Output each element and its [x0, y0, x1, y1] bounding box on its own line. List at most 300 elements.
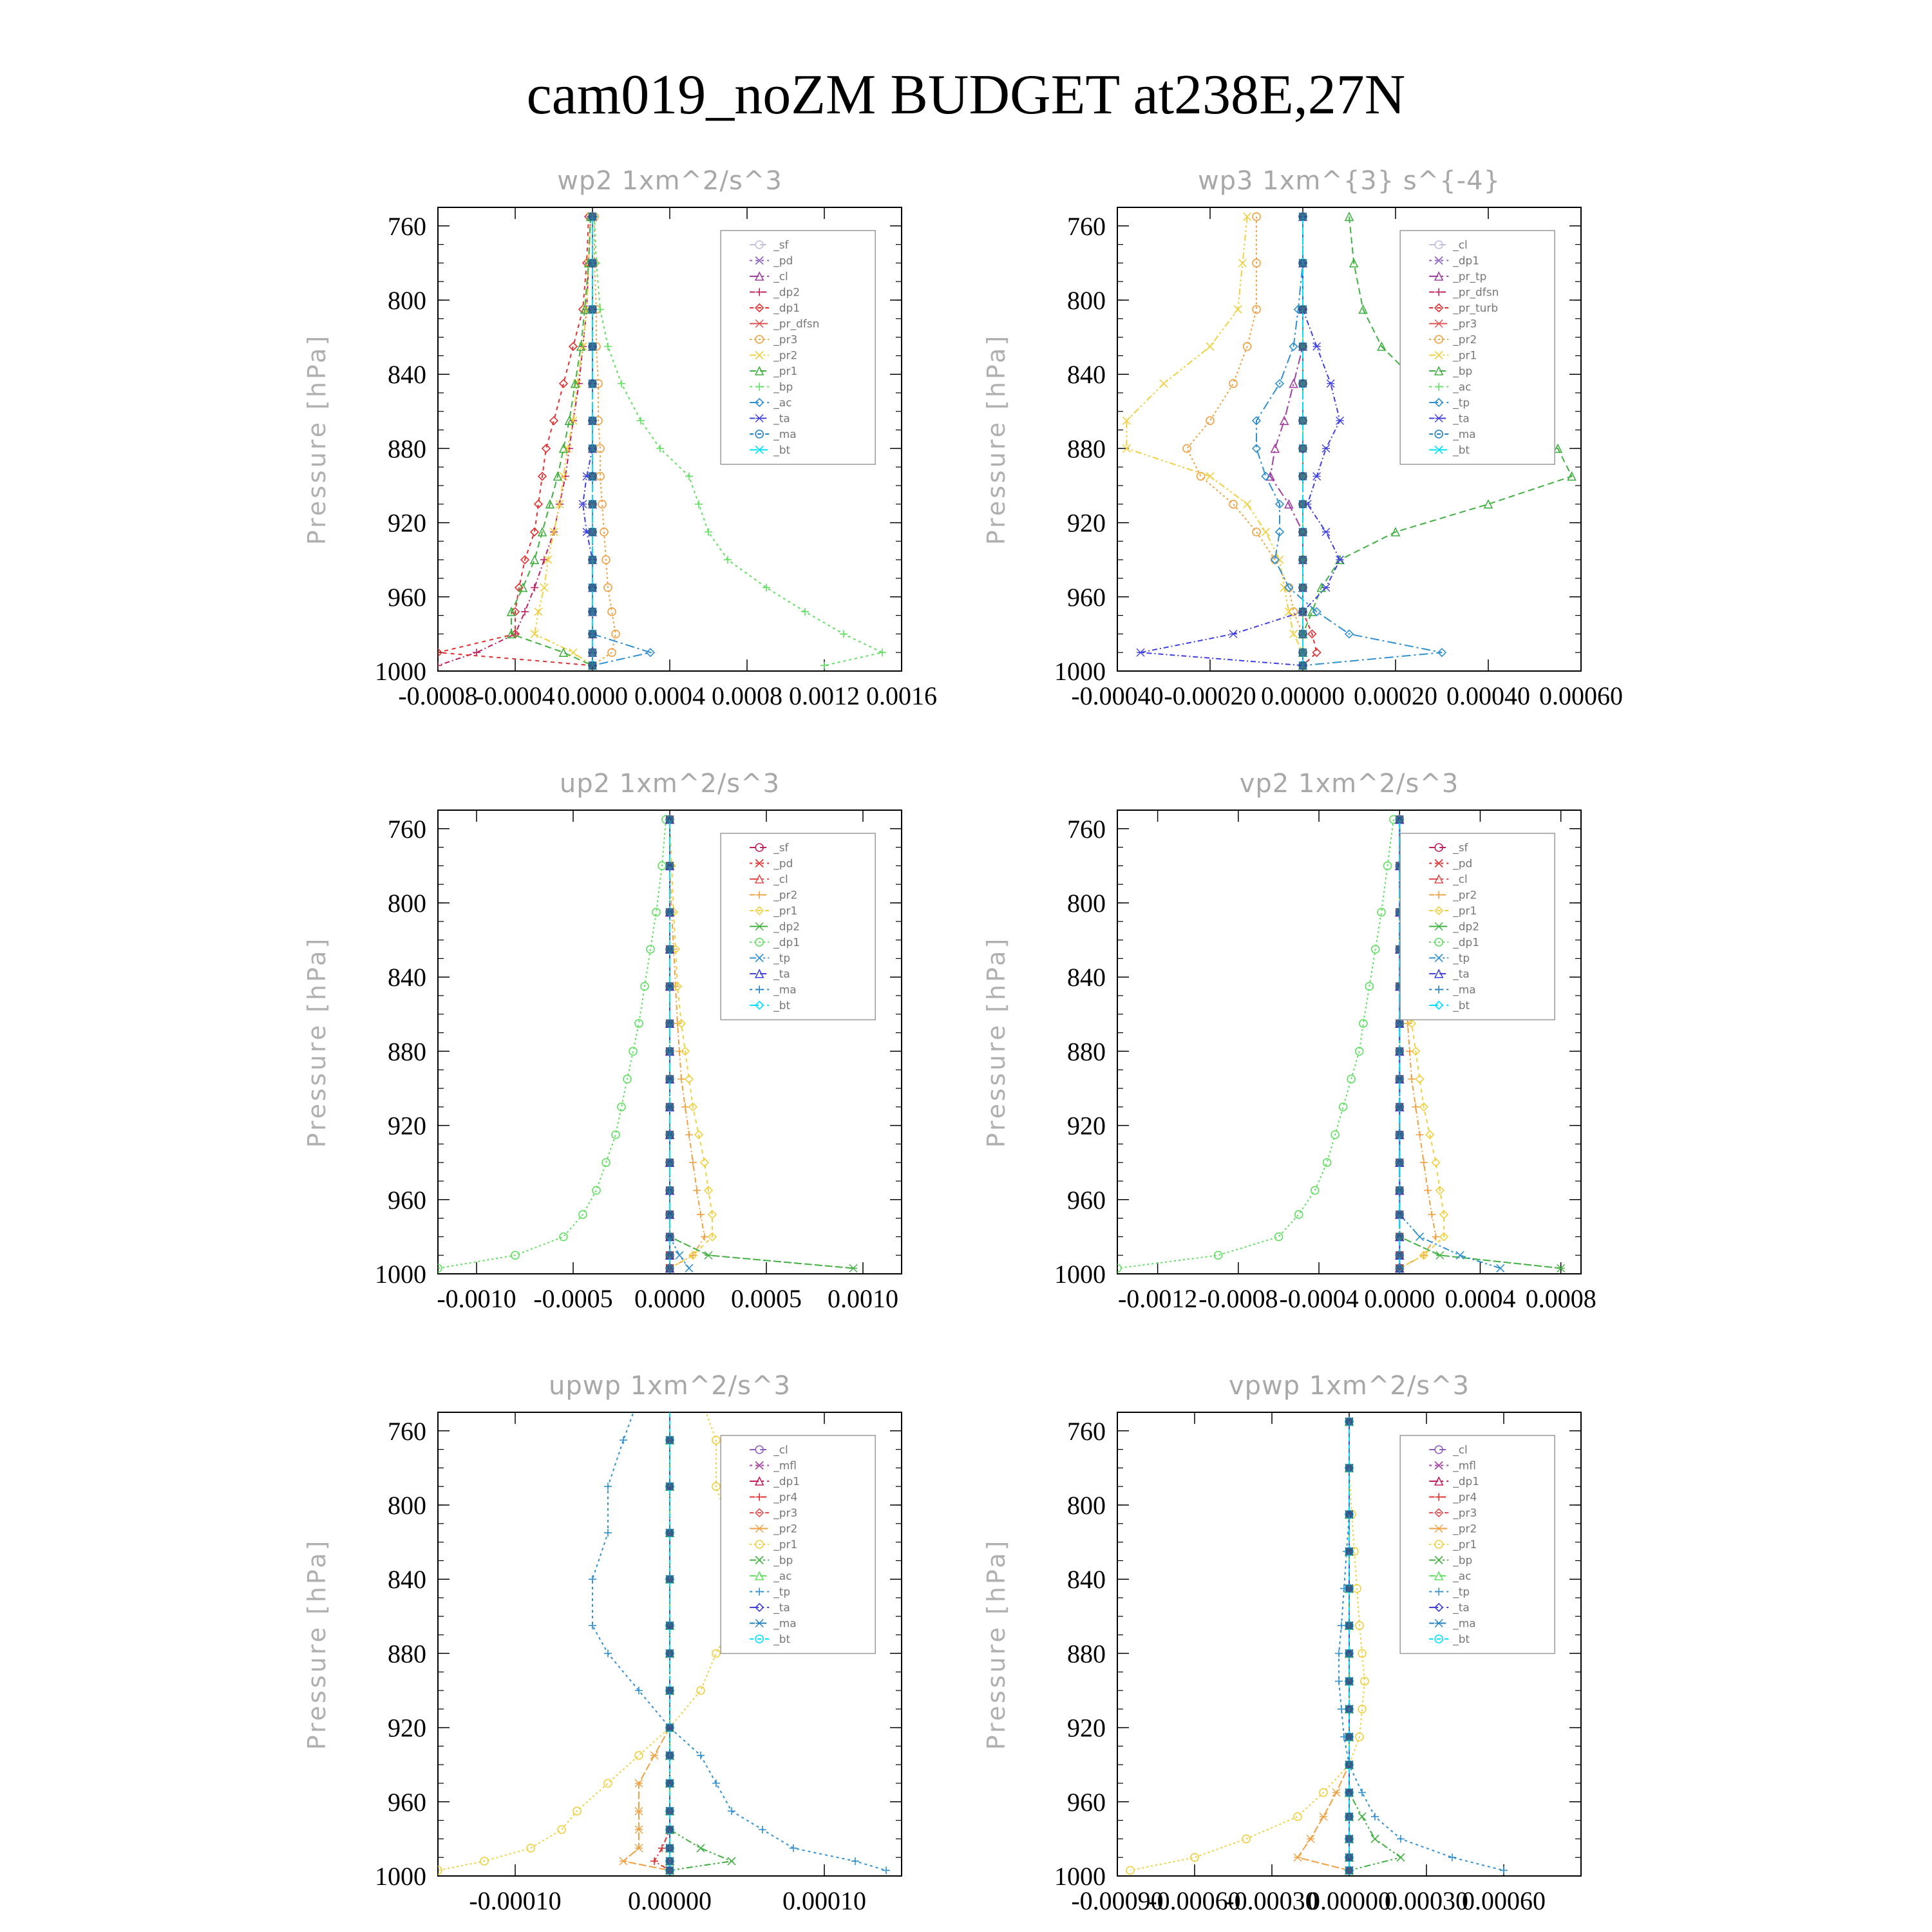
legend-entry: _pr_dfsn [1453, 286, 1499, 299]
data-point_dp1 [1274, 1233, 1282, 1240]
data-point-overlap [666, 1724, 674, 1732]
legend-entry: _bt [1453, 999, 1470, 1012]
data-point_bp [637, 417, 645, 424]
y-tick-label: 960 [388, 582, 426, 612]
legend-entry: _cl [773, 1444, 788, 1457]
data-point-overlap [666, 1103, 674, 1111]
legend-entry: _tp [1453, 952, 1470, 965]
y-axis-label: Pressure [hPa] [982, 936, 1010, 1148]
y-tick-label: 880 [1067, 1639, 1106, 1669]
data-point_pr2 [677, 1075, 685, 1083]
data-point_pr2 [620, 1857, 627, 1865]
data-point_pr1 [604, 1779, 612, 1787]
data-point-overlap [1299, 305, 1307, 313]
data-point_pr2 [569, 649, 577, 656]
panel-2 [982, 166, 1623, 710]
data-point-overlap [589, 380, 596, 388]
data-point_pr2 [1253, 528, 1260, 536]
data-point-overlap [666, 1622, 674, 1629]
y-tick-label: 760 [1067, 211, 1106, 241]
data-point_pr2 [697, 1211, 705, 1218]
series-line_pr4 [654, 1397, 670, 1870]
y-tick-label: 760 [1067, 1416, 1106, 1446]
data-point_ta [1313, 343, 1321, 350]
data-point_bp [618, 380, 625, 388]
data-point_tp [1335, 1678, 1343, 1685]
legend-entry: _bp [1453, 1554, 1473, 1567]
y-axis-label: Pressure [hPa] [303, 1538, 331, 1750]
legend-entry: _pr_tp [1453, 270, 1487, 283]
legend-entry: _dp2 [773, 920, 800, 934]
data-point_tp [685, 1264, 693, 1272]
data-point-overlap [1396, 1251, 1403, 1259]
legend-entry: _ac [773, 397, 792, 410]
x-tick-label: -0.0005 [533, 1284, 613, 1313]
data-point-overlap [666, 1575, 674, 1583]
y-tick-label: 800 [1067, 286, 1106, 315]
legend-entry: _pr_dfsn [773, 317, 820, 331]
panel-title: vp2 1xm^2/s^3 [1239, 769, 1459, 799]
legend-entry: _bt [1453, 1633, 1470, 1646]
data-point-overlap [1299, 473, 1307, 480]
data-point-overlap [1396, 1211, 1403, 1218]
data-point_pr2 [1229, 380, 1237, 388]
data-point_bp [1397, 1853, 1405, 1861]
x-tick-label: -0.0008 [398, 681, 478, 710]
legend-entry: _mfl [1453, 1459, 1476, 1473]
data-point_tp [1416, 1233, 1424, 1240]
data-point-overlap [666, 1857, 674, 1865]
data-point-overlap [666, 1019, 674, 1027]
legend-entry: _tp [1453, 1586, 1470, 1599]
legend-entry: _pr2 [1453, 1522, 1477, 1536]
x-tick-label: 0.0012 [789, 681, 860, 710]
data-point_tp [604, 1649, 612, 1657]
legend-entry: _bt [773, 999, 791, 1012]
data-point-overlap [1345, 1417, 1353, 1425]
data-point-overlap [1299, 630, 1307, 638]
data-point_pr2 [650, 1752, 658, 1759]
y-tick-label: 880 [388, 434, 426, 464]
x-tick-label: -0.00040 [1071, 681, 1164, 710]
x-tick-label: -0.0012 [1117, 1284, 1198, 1313]
data-point_pr2 [1206, 417, 1214, 424]
x-tick-label: -0.00020 [1164, 681, 1256, 710]
data-point_dp1 [1340, 1103, 1347, 1111]
data-point-overlap [1396, 1131, 1403, 1139]
data-point_pr2 [685, 1131, 693, 1139]
panel-title: vpwp 1xm^2/s^3 [1228, 1371, 1470, 1401]
data-point_dp2 [562, 473, 569, 480]
data-point_pr1 [1160, 380, 1168, 388]
legend-entry: _bp [773, 1554, 793, 1567]
data-point_ta [1137, 649, 1144, 656]
legend-entry: _dp2 [1453, 920, 1480, 934]
data-point-overlap [666, 1649, 674, 1657]
x-tick-label: 0.00000 [628, 1886, 712, 1915]
data-point-overlap [666, 1186, 674, 1194]
data-point_dp2 [521, 608, 529, 616]
data-point_bp [840, 630, 848, 638]
data-point-overlap [1299, 649, 1307, 656]
x-tick-label: 0.00020 [1354, 681, 1437, 710]
data-point-overlap [1345, 1835, 1353, 1842]
data-point_pr1 [560, 649, 567, 656]
data-point_bp [878, 649, 886, 656]
legend-entry: _sf [773, 239, 789, 252]
y-tick-label: 800 [1067, 1491, 1106, 1520]
data-point_pr1 [1262, 528, 1269, 536]
legend-entry: _pd [773, 857, 793, 871]
legend-entry: _pr1 [773, 905, 798, 918]
legend-entry: _bt [773, 1633, 791, 1646]
data-point-overlap [1345, 1548, 1353, 1555]
x-tick-label: 0.0000 [557, 681, 628, 710]
data-point-overlap [1396, 1159, 1403, 1166]
data-point_tp [1335, 1649, 1343, 1657]
data-point-overlap [1299, 500, 1307, 508]
data-point_pr2 [676, 1047, 683, 1055]
data-point-overlap [1345, 1853, 1353, 1861]
data-point_ta [1336, 556, 1344, 564]
legend-box [721, 1435, 875, 1654]
y-tick-label: 1000 [375, 1862, 426, 1891]
data-point_tp [589, 1575, 596, 1583]
y-tick-label: 1000 [375, 1260, 426, 1289]
series-line_bp [1349, 1421, 1401, 1870]
series-line_pr2 [623, 1397, 670, 1870]
data-point_pr2 [681, 1103, 689, 1111]
data-point-overlap [666, 862, 674, 869]
legend-entry: _sf [1453, 842, 1468, 855]
x-tick-label: 0.00000 [1307, 1886, 1391, 1915]
x-tick-label: 0.00030 [1385, 1886, 1468, 1915]
data-point-overlap [666, 1075, 674, 1083]
data-point_bp [685, 473, 693, 480]
legend-entry: _pr4 [1453, 1491, 1477, 1504]
legend-entry: _bp [773, 381, 793, 394]
data-point-overlap [666, 1752, 674, 1759]
y-tick-label: 920 [1067, 1713, 1106, 1743]
series-line_pr1 [438, 1397, 732, 1870]
x-tick-label: 0.0004 [1444, 1284, 1516, 1313]
y-tick-label: 880 [1067, 434, 1106, 464]
data-point-overlap [1396, 1075, 1403, 1083]
legend-entry: _pr2 [773, 1522, 798, 1536]
y-tick-label: 960 [388, 1185, 426, 1215]
data-point_tp [589, 1622, 596, 1629]
x-tick-label: 0.0000 [1364, 1284, 1435, 1313]
legend-entry: _dp1 [773, 936, 800, 949]
x-tick-label: -0.0008 [1198, 1284, 1278, 1313]
data-point-overlap [589, 556, 596, 564]
y-tick-label: 800 [1067, 889, 1106, 918]
series-line_pr1 [670, 819, 712, 1268]
data-point_dp1 [560, 1233, 567, 1240]
y-tick-label: 1000 [1054, 657, 1106, 686]
data-point_pr4 [658, 1844, 666, 1852]
data-point_dp1 [569, 343, 577, 350]
y-tick-label: 920 [388, 1111, 426, 1141]
data-point-overlap [1345, 1761, 1353, 1768]
data-point-overlap [1396, 1186, 1403, 1194]
data-point_tp [759, 1826, 766, 1833]
legend-entry: _pr1 [1453, 1539, 1477, 1551]
data-point_dp1 [592, 1186, 600, 1194]
legend-entry: _pr4 [773, 1491, 798, 1504]
legend-entry: _cl [773, 270, 788, 283]
panels [303, 166, 1623, 1915]
legend-entry: _ta [1453, 968, 1470, 981]
data-point_tp [604, 1482, 612, 1490]
y-tick-label: 1000 [375, 657, 426, 686]
y-tick-label: 840 [1067, 963, 1106, 992]
data-point-overlap [1396, 1103, 1403, 1111]
y-tick-label: 1000 [1054, 1862, 1106, 1891]
data-point-overlap [589, 528, 596, 536]
legend-entry: _tp [773, 952, 791, 965]
data-point_bp [1484, 500, 1492, 508]
y-tick-label: 760 [1067, 814, 1106, 844]
legend-entry: _pr1 [773, 1539, 798, 1551]
data-point-overlap [1345, 1585, 1353, 1593]
data-point_pr2 [1307, 1835, 1314, 1842]
series-line_pr_turb [1303, 216, 1317, 665]
data-point_ta [1322, 528, 1330, 536]
x-tick-label: 0.0000 [634, 1284, 705, 1313]
data-point_tp [851, 1857, 859, 1865]
data-point-overlap [666, 1131, 674, 1139]
x-tick-label: 0.00000 [1261, 681, 1345, 710]
data-point-overlap [1299, 608, 1307, 616]
data-point_pr2 [1183, 444, 1191, 452]
legend-entry: _dp1 [1453, 1475, 1480, 1488]
y-tick-label: 920 [1067, 508, 1106, 538]
data-point_tp [790, 1844, 797, 1852]
series-line_dp1 [438, 819, 666, 1268]
panel-1 [303, 166, 937, 710]
data-point-overlap [1345, 1705, 1353, 1713]
data-point-overlap [1345, 1622, 1353, 1629]
data-point_tp [1338, 1705, 1345, 1713]
panel-title: up2 1xm^2/s^3 [559, 769, 781, 799]
data-point_tp [1358, 1788, 1366, 1796]
y-tick-label: 880 [388, 1037, 426, 1066]
data-point_ta [1336, 417, 1344, 424]
x-tick-label: 0.0004 [634, 681, 705, 710]
legend-entry: _ta [773, 412, 790, 426]
data-point_bp [1371, 1835, 1379, 1842]
data-point_dp2 [434, 661, 442, 669]
x-tick-label: 0.00010 [782, 1886, 866, 1915]
y-tick-label: 760 [388, 814, 426, 844]
data-point-overlap [589, 661, 596, 669]
data-point_pr_tp [1280, 417, 1288, 424]
data-point-overlap [666, 1211, 674, 1218]
legend-entry: _dp1 [773, 302, 800, 315]
data-point_pr1 [527, 1844, 535, 1852]
data-point-overlap [666, 1436, 674, 1444]
data-point-overlap [1299, 259, 1307, 267]
data-point-overlap [1396, 1264, 1403, 1272]
data-point_dp1 [560, 380, 567, 388]
legend-entry: _pr1 [1453, 349, 1477, 363]
panel-title: wp2 1xm^2/s^3 [557, 166, 782, 196]
series-line_pr2 [1298, 1421, 1349, 1870]
x-tick-label: 0.0008 [1525, 1284, 1596, 1313]
data-point_dp1 [542, 444, 550, 452]
legend-entry: _tp [773, 1586, 791, 1599]
data-point-overlap [666, 1482, 674, 1490]
y-tick-label: 920 [1067, 1111, 1106, 1141]
legend-entry: _ma [773, 1617, 797, 1631]
data-point_pr1 [1294, 1813, 1302, 1821]
data-point-overlap [589, 608, 596, 616]
data-point_tp [676, 1251, 683, 1259]
data-point_dp2 [540, 556, 548, 564]
x-tick-label: -0.00030 [1226, 1886, 1318, 1915]
series-line_dp1 [1117, 819, 1394, 1268]
x-tick-label: -0.00060 [1148, 1886, 1241, 1915]
legend-entry: _ac [773, 1570, 792, 1583]
y-axis-label: Pressure [hPa] [982, 333, 1010, 545]
data-point-overlap [1299, 444, 1307, 452]
data-point_dp2 [1436, 1251, 1444, 1259]
data-point_bp [1308, 608, 1316, 616]
data-point-overlap [666, 1159, 674, 1166]
legend-entry: _pr2 [773, 349, 798, 363]
y-tick-label: 840 [1067, 360, 1106, 390]
data-point-overlap [589, 259, 596, 267]
data-point_dp2 [705, 1251, 712, 1259]
panel-title: upwp 1xm^2/s^3 [549, 1371, 791, 1401]
data-point-overlap [589, 630, 596, 638]
data-point_pr1 [635, 1752, 643, 1759]
figure-title: cam019_noZM BUDGET at238E,27N [526, 64, 1406, 126]
data-point_pr2 [701, 1233, 708, 1240]
data-point-overlap [1345, 1649, 1353, 1657]
series-line_pr2 [1187, 216, 1303, 665]
data-point_bp [604, 343, 612, 350]
data-point-overlap [666, 815, 674, 823]
data-point-overlap [589, 473, 596, 480]
data-point_tp [1397, 1835, 1405, 1842]
data-point_bp [762, 583, 770, 591]
data-point_pr_tp [1290, 380, 1298, 388]
data-point_pr1 [1238, 259, 1246, 267]
x-tick-label: -0.0010 [437, 1284, 516, 1313]
data-point-overlap [589, 444, 596, 452]
y-tick-label: 880 [388, 1639, 426, 1669]
data-point_bp [801, 608, 809, 616]
data-point-overlap [666, 1844, 674, 1852]
data-point_ta [1322, 444, 1330, 452]
legend-entry: _ac [1453, 1570, 1472, 1583]
legend-entry: _tp [1453, 397, 1470, 410]
data-point_tp [1497, 1264, 1504, 1272]
data-point-overlap [589, 305, 596, 313]
data-point_pr4 [650, 1857, 658, 1865]
series-line_pr1 [1126, 216, 1303, 665]
legend-entry: _mfl [773, 1459, 797, 1473]
x-tick-label: 0.0010 [828, 1284, 898, 1313]
data-point-overlap [666, 945, 674, 953]
legend-entry: _ma [773, 428, 797, 441]
data-point_pr2 [1294, 1853, 1302, 1861]
y-tick-label: 800 [388, 1491, 426, 1520]
data-point-overlap [666, 1866, 674, 1874]
data-point-overlap [666, 1251, 674, 1259]
panel-3 [303, 769, 902, 1313]
y-tick-label: 920 [388, 508, 426, 538]
x-tick-label: 0.0008 [712, 681, 782, 710]
data-point-overlap [1299, 528, 1307, 536]
data-point_dp1 [1323, 1159, 1331, 1166]
panel-5 [303, 1371, 902, 1915]
data-point-overlap [1345, 1866, 1353, 1874]
data-point_tp [604, 1529, 612, 1537]
data-point_pr1 [1206, 473, 1214, 480]
series-line_pr2 [670, 819, 705, 1268]
data-point-overlap [1396, 1233, 1403, 1240]
data-point_bp [820, 661, 828, 669]
data-point_dp1 [1295, 1211, 1303, 1218]
y-axis-label: Pressure [hPa] [303, 333, 331, 545]
data-point-overlap [1299, 213, 1307, 220]
data-point_bp [697, 1844, 705, 1852]
data-point-overlap [666, 983, 674, 990]
y-axis-label: Pressure [hPa] [303, 936, 331, 1148]
legend-entry: _sf [773, 842, 789, 855]
data-point-overlap [1299, 380, 1307, 388]
legend-entry: _pr3 [1453, 1507, 1477, 1520]
data-point-overlap [666, 908, 674, 916]
y-tick-label: 1000 [1054, 1260, 1106, 1289]
data-point_pr2 [1408, 1075, 1416, 1083]
data-point_tp [620, 1436, 627, 1444]
data-point_pr1 [558, 1826, 565, 1833]
data-point-overlap [1345, 1813, 1353, 1821]
data-point-overlap [1345, 1678, 1353, 1685]
legend-entry: _pd [773, 254, 793, 268]
legend-box [1400, 1435, 1555, 1654]
legend-entry: _pd [1453, 857, 1473, 871]
data-point-overlap [1396, 1019, 1403, 1027]
data-point-overlap [1299, 661, 1307, 669]
data-point-overlap [1345, 1733, 1353, 1741]
legend-entry: _ta [1453, 412, 1470, 426]
y-tick-label: 960 [1067, 1787, 1106, 1817]
data-point_dp2 [531, 583, 538, 591]
data-point_pr2 [1412, 1103, 1419, 1111]
data-point_tp [728, 1807, 735, 1815]
data-point-overlap [666, 1826, 674, 1833]
y-tick-label: 840 [1067, 1565, 1106, 1595]
data-point-overlap [589, 417, 596, 424]
y-tick-label: 760 [388, 211, 426, 241]
data-point_bp [1358, 1813, 1366, 1821]
data-point_pr2 [1416, 1131, 1424, 1139]
legend-entry: _ma [1453, 428, 1476, 441]
data-point_tp [1500, 1866, 1508, 1874]
legend-entry: _ma [1453, 1617, 1476, 1631]
x-tick-label: 0.00060 [1462, 1886, 1546, 1915]
data-point-overlap [589, 583, 596, 591]
data-point_dp1 [550, 417, 558, 424]
y-tick-label: 960 [1067, 1185, 1106, 1215]
series-line_pr_tp [1271, 216, 1303, 665]
y-tick-label: 760 [388, 1416, 426, 1446]
